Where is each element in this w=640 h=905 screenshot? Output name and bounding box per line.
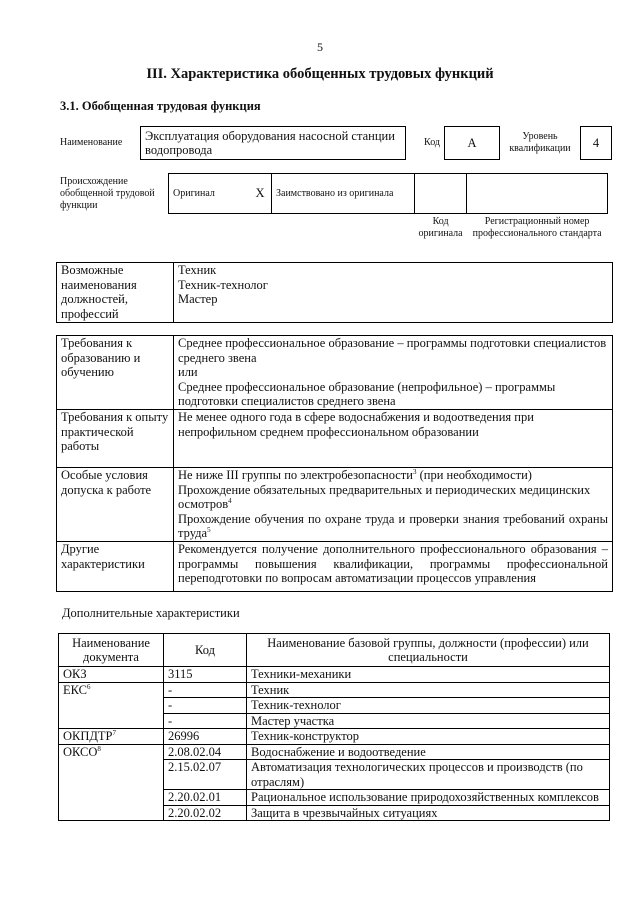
code-label: Код xyxy=(424,137,440,148)
section-title: III. Характеристика обобщенных трудовых функций xyxy=(146,66,494,82)
table-row xyxy=(59,729,610,745)
col-code-header: Код xyxy=(164,634,247,667)
req-line: (при необходимости) xyxy=(419,468,532,482)
name-label: Наименование xyxy=(60,137,123,148)
code-value: А xyxy=(445,127,500,160)
footnote-mark: 4 xyxy=(228,496,232,505)
position-item: Техник xyxy=(178,263,217,277)
original-mark: X xyxy=(249,174,272,214)
borrowed-label: Заимствовано из оригинала xyxy=(272,174,415,214)
req-education-value xyxy=(174,336,613,410)
code-original-caption: Код оригинала xyxy=(418,216,463,239)
reg-number-caption: Регистрационный номер профессионального стандарта xyxy=(472,216,602,239)
footnote-mark: 8 xyxy=(97,744,101,753)
req-line: Прохождение обязательных предварительных и периодических медицинских осмотров xyxy=(178,482,591,511)
positions-table xyxy=(56,262,613,323)
col-doc-header: Наименование документа xyxy=(59,634,164,667)
req-special-label: Особые условия допуска к работе xyxy=(57,468,174,542)
table-row xyxy=(59,744,610,760)
name-cell: Техник-конструктор xyxy=(247,729,610,745)
code-cell: 3115 xyxy=(164,667,247,683)
code-original-cell xyxy=(415,174,467,214)
code-cell: 2.20.02.01 xyxy=(164,790,247,806)
doc-cell: ОКСО$^8$ xyxy=(59,744,164,821)
name-cell: Защита в чрезвычайных ситуациях xyxy=(247,805,610,821)
doc-cell: ОКПДТР$^7$ xyxy=(59,729,164,745)
name-cell: Техник-технолог xyxy=(247,698,610,714)
code-cell: 2.15.02.07 xyxy=(164,760,247,790)
code-cell: 2.08.02.04 xyxy=(164,744,247,760)
footnote-mark: 6 xyxy=(87,682,91,691)
extra-characteristics-title: Дополнительные характеристики xyxy=(62,606,240,620)
level-value: 4 xyxy=(581,127,612,160)
req-line: Прохождение обучения по охране труда и проверки знания требований охраны труда xyxy=(178,511,608,540)
requirements-table xyxy=(56,335,613,592)
req-other-label: Другие характеристики xyxy=(57,542,174,592)
name-cell: Техник xyxy=(247,682,610,698)
req-education-label: Требования к образованию и обучению xyxy=(57,336,174,410)
name-cell: Техники-механики xyxy=(247,667,610,683)
footnote-mark: 5 xyxy=(207,525,211,534)
position-item: Техник-технолог xyxy=(178,277,268,292)
level-label: Уровень квалификации xyxy=(509,131,571,154)
col-name-header: Наименование базовой группы, должности (профессии) или специальности xyxy=(247,634,610,667)
extra-characteristics-table xyxy=(58,633,610,821)
table-row xyxy=(59,667,610,683)
subsection-title: 3.1. Обобщенная трудовая функция xyxy=(60,99,261,113)
req-experience-label: Требования к опыту практической работы xyxy=(57,410,174,468)
name-value: Эксплуатация оборудования насосной станции водопровода xyxy=(141,127,406,160)
doc-cell: ОКЗ xyxy=(59,667,164,683)
name-cell: Мастер участка xyxy=(247,713,610,729)
page-number: 5 xyxy=(317,40,323,54)
req-line: Среднее профессиональное образование (непрофильное) – программы подготовки специалистов среднего звена xyxy=(178,379,556,408)
req-line: или xyxy=(178,365,198,379)
req-other-value: Рекомендуется получение дополнительного профессионального образования – программы повышения квалификации, программы профессиональной переподготовки по вопросам автоматизации процессов управления xyxy=(174,542,613,592)
function-header-table xyxy=(58,126,612,160)
origin-label: Происхождение обобщенной трудовой функции xyxy=(60,175,155,211)
code-cell: - xyxy=(164,682,247,698)
req-line: Среднее профессиональное образование – программы подготовки специалистов среднего звена xyxy=(178,336,607,365)
positions-list xyxy=(174,263,613,323)
footnote-mark: 7 xyxy=(112,728,117,737)
code-cell: - xyxy=(164,713,247,729)
origin-table xyxy=(58,173,608,250)
doc-cell: ЕКС$^6$ xyxy=(59,682,164,729)
footnote-mark: 3 xyxy=(412,467,417,476)
name-cell: Рациональное использование природохозяйственных комплексов xyxy=(247,790,610,806)
name-cell: Автоматизация технологических процессов и производств (по отраслям) xyxy=(247,760,610,790)
req-experience-value: Не менее одного года в сфере водоснабжения и водоотведения при непрофильном среднем профессиональном образовании xyxy=(174,410,613,468)
name-cell: Водоснабжение и водоотведение xyxy=(247,744,610,760)
req-special-value xyxy=(174,468,613,542)
reg-number-cell xyxy=(467,174,608,214)
code-cell: 26996 xyxy=(164,729,247,745)
positions-label: Возможные наименования должностей, профессий xyxy=(57,263,174,323)
position-item: Мастер xyxy=(178,292,218,306)
code-cell: 2.20.02.02 xyxy=(164,805,247,821)
table-row xyxy=(59,682,610,698)
original-label: Оригинал xyxy=(169,174,250,214)
code-cell: - xyxy=(164,698,247,714)
req-line: Не ниже III группы по электробезопасности xyxy=(178,468,413,482)
